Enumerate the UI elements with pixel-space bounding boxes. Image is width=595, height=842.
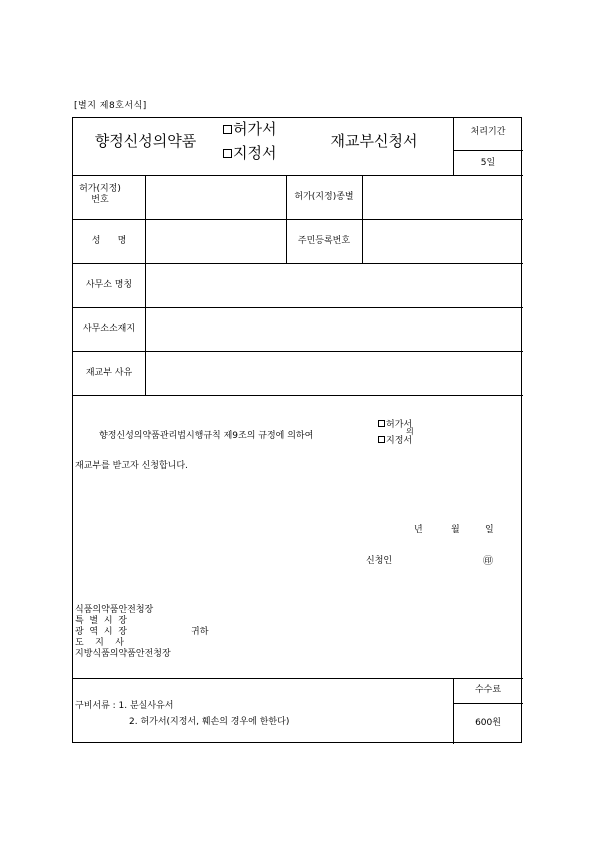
addressee-honorific: 귀하 (191, 627, 209, 637)
checkbox-icon[interactable] (223, 125, 232, 134)
checkbox-icon[interactable] (223, 149, 232, 158)
office-address-label: 사무소소재지 (82, 324, 136, 334)
processing-period-label: 처리기간 (470, 127, 506, 137)
addressee-line3: 광 역 시 장 (75, 627, 127, 637)
processing-period-value: 5일 (480, 158, 496, 168)
checkbox-icon[interactable] (378, 436, 385, 443)
date-month: 월 (451, 525, 460, 535)
date-day: 일 (485, 525, 494, 535)
addressee-line1: 식품의약품안전청장 (75, 605, 154, 615)
seal-mark: ㊞ (483, 556, 493, 567)
statement-line2: 재교부를 받고자 신청합니다. (75, 461, 188, 471)
license-type-label: 허가(지정)종별 (294, 192, 354, 202)
statement-line1: 향정신성의약품관리법시행규칙 제9조의 규정에 의하여 (99, 431, 314, 441)
name-label: 성 명 (91, 236, 127, 246)
office-address-field[interactable] (146, 308, 523, 351)
statement-option-designation[interactable]: 지정서 (378, 433, 412, 446)
required-documents-label: 구비서류 : 1. 분실사유서 (75, 701, 174, 711)
checkbox-icon[interactable] (378, 420, 385, 427)
required-documents-item2: 2. 허가서(지정서, 훼손의 경우에 한한다) (129, 717, 290, 727)
applicant-label: 신청인 (366, 556, 393, 566)
office-name-field[interactable] (146, 264, 523, 307)
office-name-label: 사무소 명칭 (85, 280, 133, 290)
license-type-field[interactable] (363, 176, 523, 219)
statement-particle: 의 (406, 427, 414, 436)
reissue-reason-field[interactable] (146, 352, 523, 395)
license-number-field[interactable] (146, 176, 286, 219)
addressee-line5: 지방식품의약품안전청장 (75, 649, 171, 659)
title-reissue-application: 재교부신청서 (330, 132, 418, 150)
name-field[interactable] (146, 220, 286, 263)
resident-number-field[interactable] (363, 220, 523, 263)
fee-label: 수수료 (474, 685, 502, 695)
addressee-line2: 특 별 시 장 (75, 616, 127, 626)
fee-value: 600원 (475, 718, 501, 728)
title-drug-name: 향정신성의약품 (94, 132, 197, 150)
title-option-designation[interactable]: 지정서 (223, 148, 303, 159)
license-number-label: 허가(지정)번호 (79, 184, 121, 205)
addressee-line4: 도 지 사 (75, 638, 124, 648)
title-option-permit[interactable]: 허가서 (223, 124, 303, 135)
statement-option-permit[interactable]: 허가서 (378, 417, 412, 430)
date-year: 년 (414, 525, 423, 535)
reissue-reason-label: 재교부 사유 (85, 368, 133, 378)
form-number: [별지 제8호서식] (74, 101, 147, 111)
resident-number-label: 주민등록번호 (297, 236, 351, 246)
application-form (72, 117, 522, 743)
